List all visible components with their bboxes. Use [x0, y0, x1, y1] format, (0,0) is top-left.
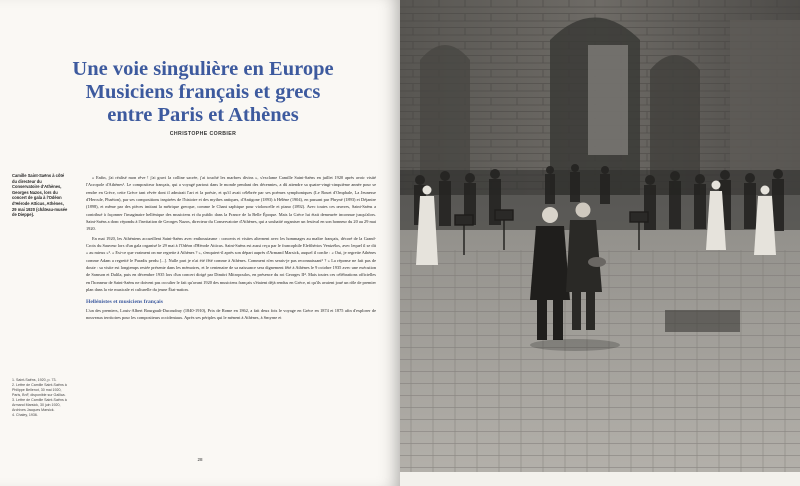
footnote-1: 1. Saint-Saëns, 1920, p. 73. [12, 378, 57, 382]
photo-caption: Camille Saint-Saëns à côté du directeur du Conservatoire d'Athènes, Georges Nazos, lors du concert de gala à l'Odéon d'Hérode Atticus, Athènes, 29 mai 1920 (château-musée de Dieppe). [12, 173, 68, 218]
footnote-4: 4. Chaley, 1936. [12, 413, 38, 417]
title-line-2: Musiciens français et grecs [85, 81, 321, 103]
section-paragraph: L'un des premiers, Louis-Albert Bourgault-Ducoudray (1840-1910), Prix de Rome en 1862, a fait deux fois le voyage en Grèce en 1874 et 1875 afin d'explorer de nouveaux territoires pour les compositeurs occidentaux. Après ses périples qui le mènent à Athènes, à Smyrne et [86, 307, 376, 321]
footnote-2: 2. Lettre de Camille Saint-Saëns à Philippe Bellenot, 30 mai 1920, Paris, BnF, disponible sur Gallica. [12, 383, 67, 397]
title-line-3: entre Paris et Athènes [107, 104, 299, 126]
footnotes [12, 378, 68, 418]
article-title [38, 58, 368, 127]
page-number: 28 [197, 457, 203, 462]
section-heading: Hellénistes et musiciens français [86, 298, 163, 305]
historical-photo [400, 0, 800, 472]
photo-illustration [400, 0, 800, 472]
author-name: CHRISTOPHE CORBIER [169, 131, 237, 137]
footnote-3: 3. Lettre de Camille Saint-Saëns à Armand Marsick, 30 juin 1920, Archives Jacques Marsick. [12, 398, 67, 412]
body-paragraph-2: En mai 1920, les Athéniens accueillent Saint-Saëns avec enthousiasme : concerts et visites alternent avec les hommages au maître français, décoré de la Grand-Croix du Sauveur lors d'un gala organisé le 29 mai à l'Odéon d'Hérode Atticus. Saint-Saëns est aussi reçu par le francophile Elefthérios Venizélos, avec lequel il se dit « au mieux »². « Est-ce que vraiment on me regrette à Athènes ? », s'enquiert-il après son départ auprès d'Armand Marsick, auquel il confie : « Oui, je regrette Athènes comme Adam a regretté le Paradis perdu [...]. Nulle part je n'ai été fêté comme à Athènes. Comment n'en serais-je pas reconnaissant³ ? » La réponse ne fait pas de doute : sa visite est longtemps restée présente dans les mémoires, et le centenaire de sa naissance sera dignement fêté à Athènes le 9 octobre 1935 avec une exécution de Samson et Dalila, puis en décembre 1935 lors d'un concert dirigé par Dimitri Mitropoulos, en présence du roi Georges II⁴. Mais toutes ces célébrations officielles en l'honneur de Saint-Saëns ne doivent pas occulter le fait qu'avant 1920 des musiciens français s'étaient déjà rendus en Grèce, ni qu'ils avaient joué un rôle de premier plan dans la vie musicale et culturelle du jeune État-nation. [86, 235, 376, 293]
title-line-1: Une voie singulière en Europe [72, 58, 334, 80]
article-body [86, 174, 376, 323]
body-paragraph-1: « Enfin, j'ai réalisé mon rêve ! j'ai gravi la colline sacrée, j'ai touché les marbres divins », s'exclame Camille Saint-Saëns en juillet 1920 après avoir visité l'Acropole d'Athènes¹. Le compositeur français, qui a voyagé partout dans le monde pendant des décennies, a dû attendre sa quatre-vingt-cinquième année pour se rendre en Grèce, cette Grèce tant rêvée dont il admirait l'art et la poésie, et qu'il avait célébrée par ses poèmes symphoniques (Le Rouet d'Omphale, La Jeunesse d'Hercule, Phaéton), par ses compositions inspirées de l'histoire et des mythes antiques, d'Antigone (1893) à Hélène (1904), en passant par Phryné (1893) et Déjanire (1898), et même par des pièces imitant la métrique grecque, comme le Chant saphique pour violoncelle et piano (1892). Avec toutes ces œuvres, Saint-Saëns a contribué à façonner l'imaginaire hellénique des musiciens et du public dans la France de la Belle Époque. Mais la Grèce lui était demeurée inconnue jusqu'alors. Saint-Saëns a donc répondu à l'invitation de Georges Nazos, directeur du Conservatoire d'Athènes, qui a souhaité organiser un festival en son honneur du 20 au 29 mai 1920. [86, 175, 376, 232]
